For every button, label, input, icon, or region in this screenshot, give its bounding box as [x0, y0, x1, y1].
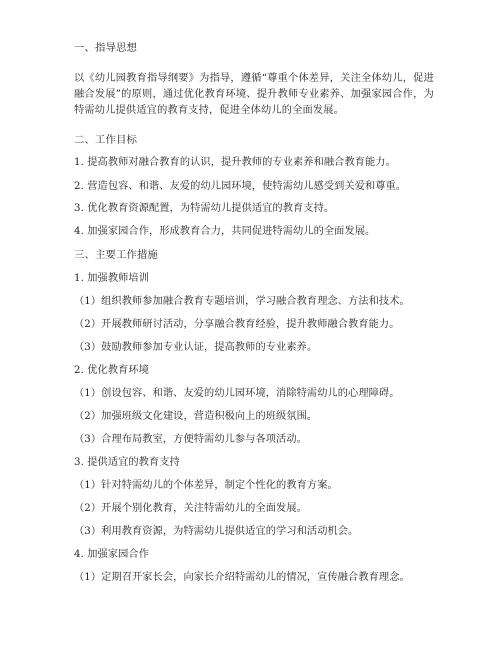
measure-item: （3）鼓励教师参加专业认证，提高教师的专业素养。: [74, 342, 318, 353]
section-heading-work-goals: 二、工作目标: [74, 134, 137, 146]
measure-item: （3）利用教育资源，为特需幼儿提供适宜的学习和活动机会。: [74, 526, 359, 537]
goal-item: 3. 优化教育资源配置，为特需幼儿提供适宜的教育支持。: [74, 203, 335, 214]
measure-item: （1）创设包容、和谐、友爱的幼儿园环境，消除特需幼儿的心理障碍。: [74, 388, 400, 399]
measure-item: （1）针对特需幼儿的个体差异，制定个性化的教育方案。: [74, 480, 338, 491]
measure-item: （1）定期召开家长会，向家长介绍特需幼儿的情况，宣传融合教育理念。: [74, 572, 410, 583]
measure-item: （3）合理布局教室，方便特需幼儿参与各项活动。: [74, 434, 307, 445]
guiding-ideology-paragraph: 以《幼儿园教育指导纲要》为指导，遵循“尊重个体差异，关注全体幼儿，促进融合发展”的原则，通过优化教育环境、提升教师专业素养、加强家园合作，为特需幼儿提供适宜的教育支持，促进全体幼儿的全面发展。: [74, 73, 434, 116]
measure-item: （2）加强班级文化建设，营造积极向上的班级氛围。: [74, 411, 318, 422]
measure-item: （2）开展个别化教育，关注特需幼儿的全面发展。: [74, 503, 307, 514]
section-heading-guiding-ideology: 一、指导思想: [74, 42, 137, 54]
section-heading-main-measures: 三、主要工作措施: [74, 249, 158, 261]
goal-item: 2. 营造包容、和谐、友爱的幼儿园环境，使特需幼儿感受到关爱和尊重。: [74, 181, 407, 192]
goal-item: 1. 提高教师对融合教育的认识，提升教师的专业素养和融合教育能力。: [74, 157, 396, 168]
measure-group-title: 2. 优化教育环境: [74, 365, 149, 376]
measure-group-title: 4. 加强家园合作: [74, 549, 149, 560]
goal-item: 4. 加强家园合作，形成教育合力，共同促进特需幼儿的全面发展。: [74, 226, 376, 237]
measure-group-title: 3. 提供适宜的教育支持: [74, 457, 180, 468]
measure-group-title: 1. 加强教师培训: [74, 273, 149, 284]
measure-item: （1）组织教师参加融合教育专题培训，学习融合教育理念、方法和技术。: [74, 296, 410, 307]
measure-item: （2）开展教师研讨活动，分享融合教育经验，提升教师融合教育能力。: [74, 319, 400, 330]
